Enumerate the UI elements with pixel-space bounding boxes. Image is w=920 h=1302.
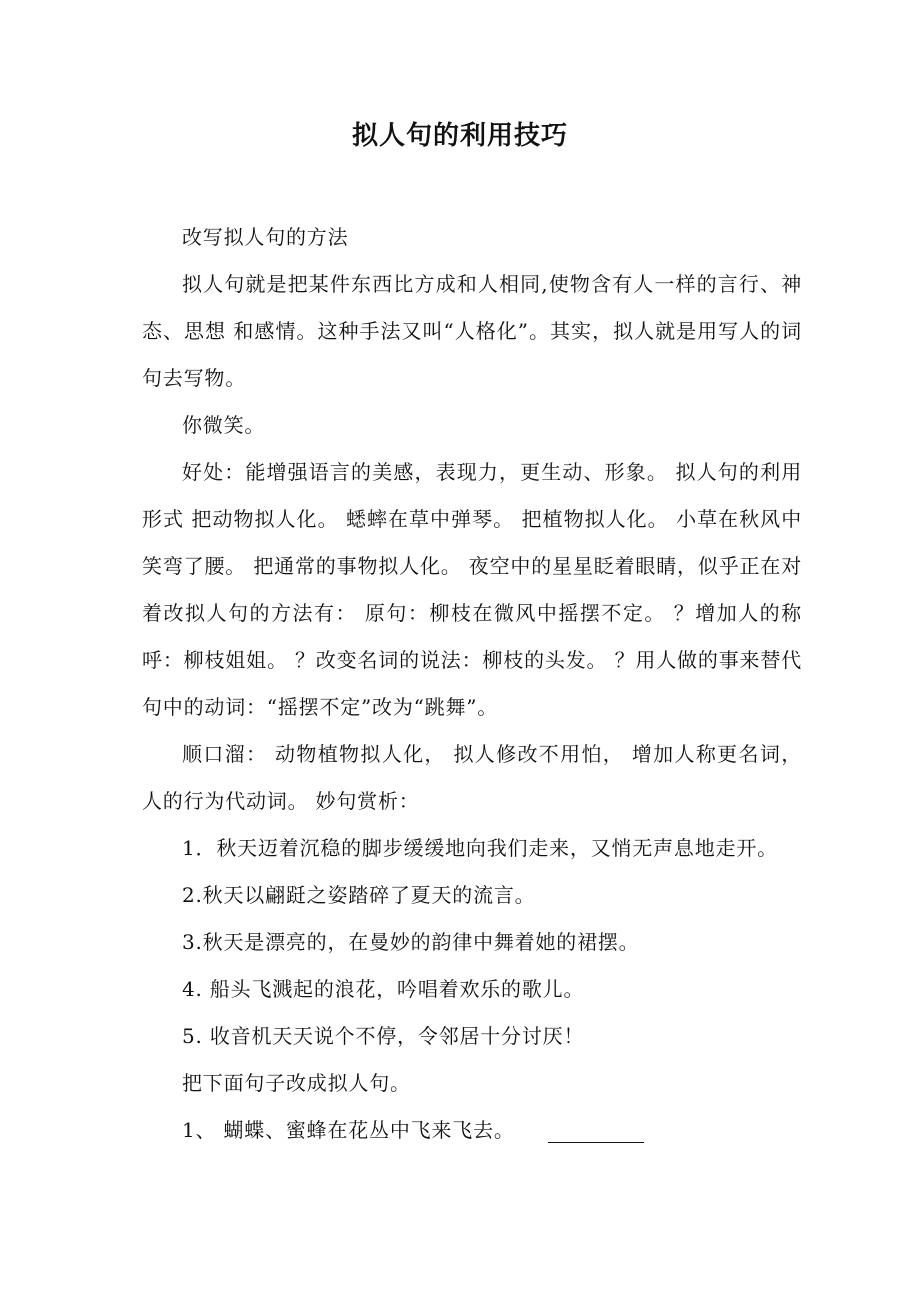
example-sentence-1: 1．秋天迈着沉稳的脚步缓缓地向我们走来，又悄无声息地走开。 [182, 836, 778, 860]
paragraph-example-smile: 你微笑。 [182, 413, 266, 437]
example-sentence-3: 3.秋天是漂亮的，在曼妙的韵律中舞着她的裙摆。 [182, 930, 640, 954]
exercise-instruction: 把下面句子改成拟人句。 [182, 1071, 411, 1095]
document-body [142, 214, 802, 1154]
example-sentence-5: 5. 收音机天天说个不停，令邻居十分讨厌！ [182, 1024, 585, 1048]
paragraph-rhyme: 顺口溜： 动物植物拟人化， 拟人修改不用怕， 增加人称更名词， 人的行为代动词。 妙句赏析： [142, 742, 802, 813]
example-sentence-4: 4. 船头飞溅起的浪花，吟唱着欢乐的歌儿。 [182, 977, 585, 1001]
paragraph-benefits-and-forms: 好处：能增强语言的美感，表现力，更生动、形象。 拟人句的利用形式 把动物拟人化。 蟋蟀在草中弹琴。 把植物拟人化。 小草在秋风中笑弯了腰。 把通常的事物拟人化。 夜空中的星星眨着眼睛，似乎正在对着改拟人句的方法有： 原句：柳枝在微风中摇摆不定。 ？增加人的称呼：柳枝姐姐。 ？改变名词的说法：柳枝的头发。 ？用人做的事来替代句中的动词：“摇摆不定”改为“跳舞”。 [142, 460, 802, 719]
document-title: 拟人句的利用技巧 [351, 121, 568, 151]
paragraph-method-heading: 改写拟人句的方法 [182, 225, 349, 249]
exercise-item-1 [142, 1107, 802, 1154]
exercise-item-1-text: 1、 蝴蝶、蜜蜂在花丛中飞来飞去。 [182, 1118, 515, 1142]
paragraph-definition: 拟人句就是把某件东西比方成和人相同,使物含有人一样的言行、神态、思想 和感情。这种手法又叫“人格化”。其实，拟人就是用写人的词句去写物。 [142, 272, 802, 390]
answer-blank[interactable] [548, 1118, 644, 1143]
example-sentence-2: 2.秋天以翩跹之姿踏碎了夏天的流言。 [182, 883, 536, 907]
